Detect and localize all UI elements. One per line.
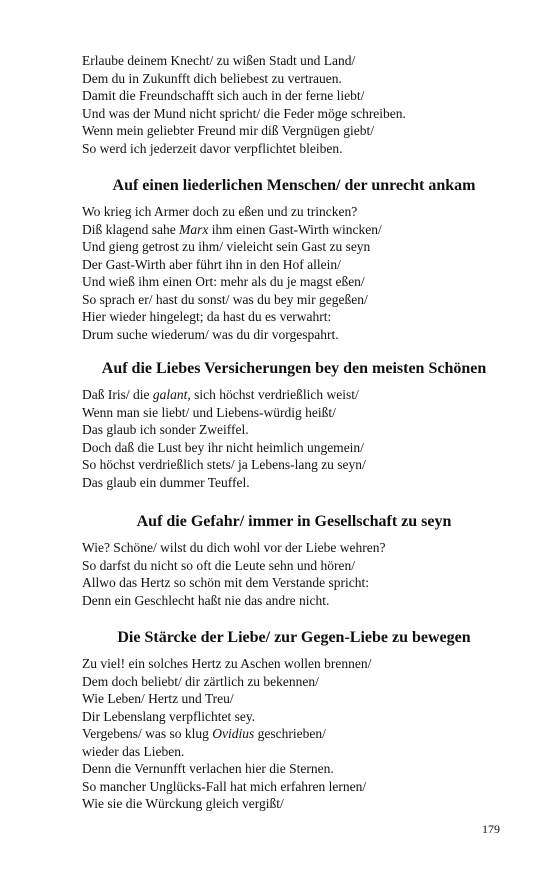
verse-line: Wie sie die Würckung gleich vergißt/ [82,796,284,811]
poem-title: Die Stärcke der Liebe/ zur Gegen-Liebe zu bewegen [117,629,471,646]
verse-line: So mancher Unglücks-Fall hat mich erfahren lernen/ [82,778,367,794]
verse-text: sich höchst verdrießlich weist/ [190,387,359,402]
verse-line: Wie Leben/ Hertz und Treu/ [82,691,234,706]
poem-body [82,655,371,813]
verse-line: Der Gast-Wirth aber führt ihn in den Hof allein/ [82,256,341,272]
verse-line: Das glaub ich sonder Zweiffel. [82,422,249,437]
verse-line: So höchst verdrießlich stets/ ja Lebens-lang zu seyn/ [82,457,366,472]
verse-line: Wenn mein geliebter Freund mir diß Vergnügen giebt/ [82,123,374,138]
verse-line: Dem du in Zukunfft dich beliebest zu vertrauen. [82,70,342,86]
verse-line: Allwo das Hertz so schön mit dem Verstande spricht: [82,575,369,590]
verse-text: Vergebens/ was so klug [82,726,213,741]
poem-title: Auf die Liebes Versicherungen bey den meisten Schönen [101,360,487,377]
verse-line: Dem doch beliebt/ dir zärtlich zu bekennen/ [82,673,319,689]
verse-line: Das glaub ein dummer Teuffel. [82,474,250,490]
poem-title: Auf die Gefahr/ immer in Gesellschaft zu seyn [136,513,452,530]
verse-line [82,725,371,743]
verse-line: Hier wieder hingelegt; da hast du es verwahrt: [82,309,332,324]
italic-name: Marx [179,221,209,237]
verse-text: Diß klagend sahe [82,221,180,237]
verse-line: So darfst du nicht so oft die Leute sehn und hören/ [82,557,355,573]
page-number: 179 [482,822,500,836]
poem-body [82,203,382,343]
verse-line: Denn ein Geschlecht haßt nie das andre nicht. [82,592,330,608]
verse-line: Wo krieg ich Armer doch zu eßen und zu trincken? [82,204,358,219]
verse-line: Denn die Vernunfft verlachen hier die Sternen. [82,761,334,776]
verse-text: geschrieben/ [254,726,326,741]
verse-line: Dir Lebenslang verpflichtet sey. [82,708,256,724]
verse-text: ihm einen Gast-Wirth wincken/ [208,221,382,237]
poem-body [82,539,386,609]
verse-line: Doch daß die Lust bey ihr nicht heimlich ungemein/ [82,439,364,455]
verse-line: Drum suche wiederum/ was du dir vorgespahrt. [82,326,339,342]
verse-line: Und was der Mund nicht spricht/ die Feder möge schreiben. [82,105,406,121]
intro-stanza [82,52,406,157]
verse-line: So sprach er/ hast du sonst/ was du bey mir gegeßen/ [82,291,368,307]
italic-name: Ovidius [212,726,255,741]
verse-line: Zu viel! ein solches Hertz zu Aschen wollen brennen/ [82,656,372,671]
verse-line [82,386,366,404]
verse-line: Und gieng getrost zu ihm/ vieleicht sein Gast zu seyn [82,239,371,254]
verse-line: Erlaube deinem Knecht/ zu wißen Stadt und Land/ [82,53,356,68]
poem-body [82,386,366,491]
verse-line: Wie? Schöne/ wilst du dich wohl vor der Liebe wehren? [82,540,386,555]
verse-text: Daß Iris/ die [82,387,153,402]
verse-line: Und wieß ihm einen Ort: mehr als du je magst eßen/ [82,274,365,289]
verse-line: Wenn man sie liebt/ und Liebens-würdig heißt/ [82,404,336,420]
verse-line: wieder das Lieben. [82,743,185,759]
verse-line: Damit die Freundschafft sich auch in der ferne liebt/ [82,88,365,103]
verse-line: So werd ich jederzeit davor verpflichtet bleiben. [82,140,343,156]
verse-line [82,221,382,239]
italic-word: galant, [152,387,191,402]
poem-title: Auf einen liederlichen Menschen/ der unrecht ankam [112,177,476,194]
